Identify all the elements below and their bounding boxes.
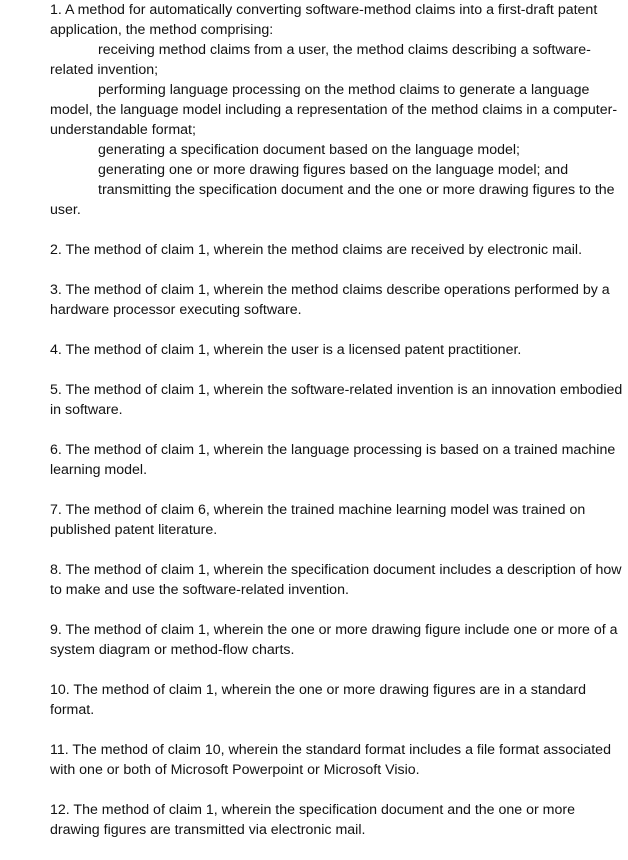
claim-5-text: 5. The method of claim 1, wherein the software-related invention is an innovation embodied in software.: [50, 382, 623, 418]
claim-1-step-transmitting: transmitting the specification document and the one or more drawing figures to the user.: [50, 182, 615, 218]
claim-12-text: 12. The method of claim 1, wherein the specification document and the one or more drawing figures are transmitted via electronic mail.: [50, 802, 575, 838]
claim-8-text: 8. The method of claim 1, wherein the specification document includes a description of how to make and use the software-related invention.: [50, 562, 622, 598]
claim-1-step-generating-drawings: generating one or more drawing figures based on the language model; and: [98, 162, 569, 178]
claim-1-step-receiving: receiving method claims from a user, the method claims describing a software-related invention;: [50, 42, 591, 78]
claim-6: [50, 440, 626, 480]
claim-5: [50, 380, 626, 420]
claim-11-text: 11. The method of claim 10, wherein the standard format includes a file format associated with one or both of Microsoft Powerpoint or Microsoft Visio.: [50, 742, 611, 778]
claim-7-text: 7. The method of claim 6, wherein the trained machine learning model was trained on published patent literature.: [50, 502, 586, 538]
claim-1: [50, 0, 626, 220]
claim-4-text: 4. The method of claim 1, wherein the user is a licensed patent practitioner.: [50, 342, 522, 358]
claim-1-preamble: 1. A method for automatically converting software-method claims into a first-draft patent application, the method comprising:: [50, 2, 598, 38]
claim-3: [50, 280, 626, 320]
claim-8: [50, 560, 626, 600]
claim-2-text: 2. The method of claim 1, wherein the method claims are received by electronic mail.: [50, 242, 583, 258]
claim-12: [50, 800, 626, 840]
claim-10-text: 10. The method of claim 1, wherein the one or more drawing figures are in a standard format.: [50, 682, 587, 718]
claim-3-text: 3. The method of claim 1, wherein the method claims describe operations performed by a hardware processor executing software.: [50, 282, 610, 318]
claims-document: [50, 0, 626, 860]
claim-6-text: 6. The method of claim 1, wherein the language processing is based on a trained machine learning model.: [50, 442, 616, 478]
claim-1-step-generating-specification: generating a specification document based on the language model;: [98, 142, 520, 158]
claim-2: [50, 240, 626, 260]
claim-9-text: 9. The method of claim 1, wherein the one or more drawing figure include one or more of a system diagram or method-flow charts.: [50, 622, 618, 658]
claim-9: [50, 620, 626, 660]
claim-7: [50, 500, 626, 540]
claim-11: [50, 740, 626, 780]
claim-1-step-language-processing: performing language processing on the method claims to generate a language model, the language model including a representation of the method claims in a computer-understandable format;: [50, 82, 618, 138]
claim-10: [50, 680, 626, 720]
claim-4: [50, 340, 626, 360]
